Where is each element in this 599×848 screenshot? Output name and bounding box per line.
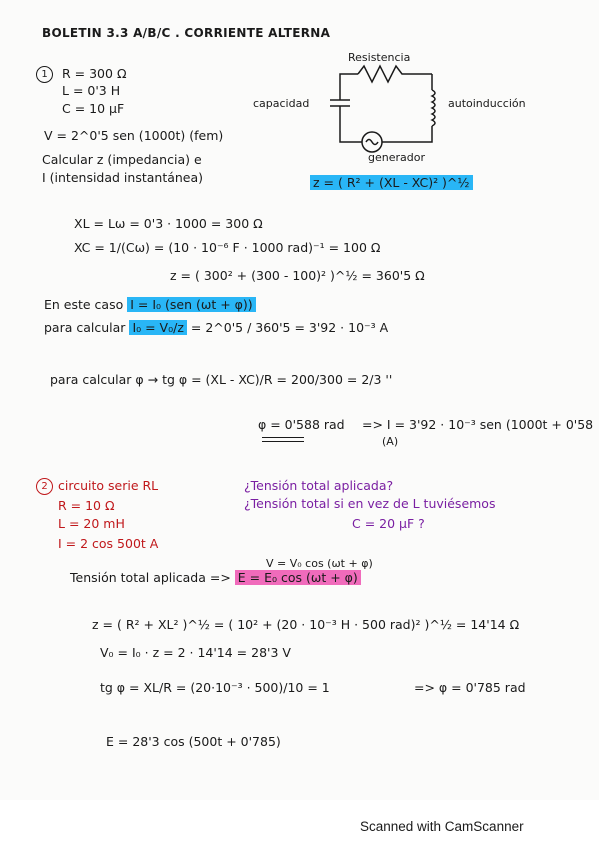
p1-i0-line xyxy=(44,320,388,335)
p1-i0-prefix-text: para calcular xyxy=(44,320,126,335)
p1-result: => I = 3'92 · 10⁻³ sen (1000t + 0'58 xyxy=(362,417,594,432)
p1-phi: φ = 0'588 rad xyxy=(258,417,345,432)
p2-tg: tg φ = XL/R = (20·10⁻³ · 500)/10 = 1 xyxy=(100,680,330,695)
camscanner-watermark: Scanned with CamScanner xyxy=(360,819,524,834)
p1-case-prefix: En este caso xyxy=(44,297,124,312)
p1-case-highlight: I = I₀ (sen (ωt + φ)) xyxy=(127,297,255,312)
p1-phi-underline xyxy=(262,437,304,438)
page-title: BOLETIN 3.3 A/B/C . CORRIENTE ALTERNA xyxy=(42,26,331,40)
problem-number-1: 1 xyxy=(36,66,53,83)
p1-calc-line2: I (intensidad instantánea) xyxy=(42,170,204,185)
p2-current: I = 2 cos 500t A xyxy=(58,536,159,551)
p2-resistance: R = 10 Ω xyxy=(58,498,115,513)
p2-question-3: C = 20 μF ? xyxy=(352,516,425,531)
p2-impedance: z = ( R² + XL² )^½ = ( 10² + (20 · 10⁻³ H · 500 rad)² )^½ = 14'14 Ω xyxy=(92,617,520,632)
p1-voltage: V = 2^0'5 sen (1000t) (fem) xyxy=(44,128,224,143)
p2-question-2: ¿Tensión total si en vez de L tuviésemos xyxy=(244,496,496,511)
p1-xc: XC = 1/(Cω) = (10 · 10⁻⁶ F · 1000 rad)⁻¹ = 100 Ω xyxy=(74,240,381,255)
p2-v0: V₀ = I₀ · z = 2 · 14'14 = 28'3 V xyxy=(100,645,291,660)
p1-result-unit: (A) xyxy=(382,435,399,448)
p1-resistance: R = 300 Ω xyxy=(62,66,127,81)
p1-case-line xyxy=(44,297,256,312)
p2-phi: => φ = 0'785 rad xyxy=(414,680,526,695)
p1-xl: XL = Lω = 0'3 · 1000 = 300 Ω xyxy=(74,216,263,231)
p2-question-1: ¿Tensión total aplicada? xyxy=(244,478,394,493)
p1-phi-underline-2 xyxy=(262,441,304,442)
p1-i0-highlight: I₀ = V₀/z xyxy=(129,320,186,335)
p1-inductance: L = 0'3 H xyxy=(62,83,121,98)
problem-number-2: 2 xyxy=(36,478,53,495)
p1-i0-result: = 2^0'5 / 360'5 = 3'92 · 10⁻³ A xyxy=(190,320,389,335)
inductor-symbol xyxy=(432,90,435,126)
p1-impedance-formula: z = ( R² + (XL - XC)² )^½ xyxy=(310,175,473,190)
label-resistencia: Resistencia xyxy=(348,51,411,64)
label-generador: generador xyxy=(368,151,425,164)
p2-title: circuito serie RL xyxy=(58,478,159,493)
p2-inductance: L = 20 mH xyxy=(58,516,125,531)
label-capacidad: capacidad xyxy=(253,97,310,110)
label-autoinduccion: autoinducción xyxy=(448,97,526,110)
resistor-symbol xyxy=(358,66,432,82)
p2-v-equation: V = V₀ cos (ωt + φ) xyxy=(266,557,373,570)
p2-e-result: E = 28'3 cos (500t + 0'785) xyxy=(106,734,281,749)
p1-calc-line1: Calcular z (impedancia) e xyxy=(42,152,202,167)
p1-impedance: z = ( 300² + (300 - 100)² )^½ = 360'5 Ω xyxy=(170,268,425,283)
p2-tension-prefix: Tensión total aplicada => xyxy=(70,570,231,585)
p2-tension-highlight: E = E₀ cos (ωt + φ) xyxy=(235,570,361,585)
p1-phi-calc: para calcular φ → tg φ = (XL - XC)/R = 200/300 = 2/3 '' xyxy=(50,372,393,387)
p2-tension-line xyxy=(70,570,361,585)
p1-capacitance: C = 10 μF xyxy=(62,101,125,116)
